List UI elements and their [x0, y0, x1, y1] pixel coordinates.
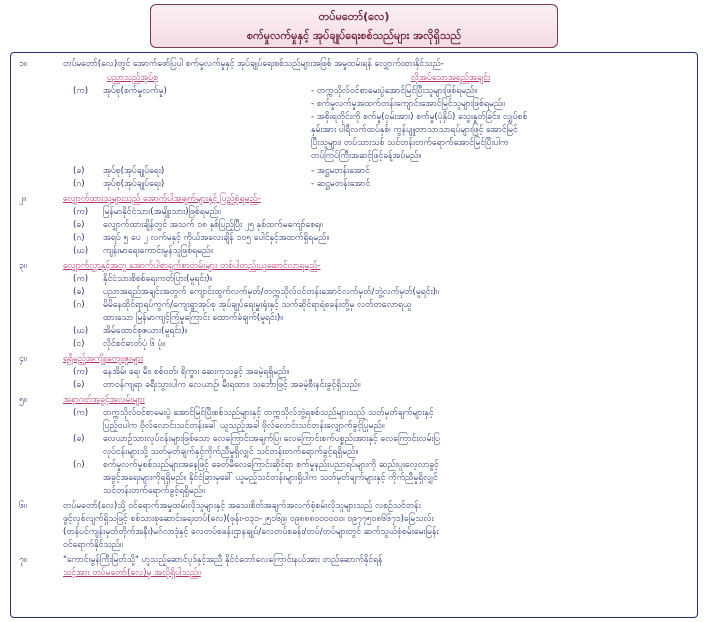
- sub-item-label: (ဂ): [73, 233, 85, 243]
- item-text: အိမ်ထောင်စုဇယား(မူရင်း)။: [103, 326, 188, 336]
- item-text: နိုင်ငံသားစိစစ်ရေးကတ်ပြား(မူရင်း)။: [103, 274, 213, 284]
- section-number: ၅။: [19, 395, 27, 405]
- header-subtitle: စက်မှုလက်မှုနှင့် အုပ်ချုပ်ရေးစစ်သည်များ အလိုရှိသည်: [246, 29, 462, 42]
- notice-line: [11, 447, 697, 459]
- column-header-requirement: လိုအပ်သောအရည်အချင်း: [411, 73, 491, 83]
- requirement-text: - အဋ္ဌမတန်းအောင်: [311, 166, 370, 176]
- item-text: လုပ်ငန်းများသို့ သတ်မှတ်ချက်နှင့်ကိုက်ညီမှုရှိလျှင် သင်တန်းတက်ရောက်ခွင့်ရရှိမည်။: [103, 447, 359, 457]
- sub-item-label: (က): [73, 408, 89, 418]
- paragraph-text: ဝင်ရောက်နိုင်သည်။: [63, 540, 123, 550]
- notice-line: [11, 395, 697, 407]
- requirement-text: - စက်မှုလက်မှုအထက်တန်းကျောင်းအောင်မြင်သူများဖြစ်ရမည်။: [311, 99, 505, 109]
- notice-line: [11, 354, 697, 366]
- section-number: ၆။: [19, 501, 27, 511]
- requirement-text: - တက္ကသိုလ်ဝင်စာမေးပွဲအောင်မြင်ပြီးသူများဖြစ်ရမည်။: [311, 86, 477, 96]
- requirement-text: - အစိုးရတိုင်းကို စက်မှု(ဝှမ်းအား) စက်မှု(ပုံနှိပ်) သွေးနှုတ်ခြင်း၊ လျှပ်စစ်: [311, 112, 528, 122]
- notice-line: [11, 568, 697, 580]
- sub-item-label: (ဂ): [73, 179, 85, 189]
- notice-line: [11, 233, 697, 245]
- item-text: တာဝန်ကျရာ ခရီးသွားပါက လေယာဉ်၊ မီးရထား၊ သင်္ဘောဖြင့် အခမဲ့စီးနင်းခွင့်ရှိသည်။: [103, 380, 361, 390]
- section-heading: လျှောက်လွှာနှင့်အတူ အောက်ပါစာရွက်စာတမ်းများ တစ်ပါတည်းယူဆောင်လာရမည်-: [63, 261, 321, 271]
- section-heading: လျှောက်ထားသူများသည် အောက်ပါအချက်များနှင့် ပြည့်စုံရမည်-: [63, 194, 261, 204]
- notice-line: [11, 287, 697, 299]
- notice-line: [11, 527, 697, 539]
- notice-line: [11, 555, 697, 567]
- item-text: နေအိမ်၊ ရေ၊ မီး၊ စစ်ဝတ်၊ ရိက္ခာ၊ ဆေးကုသခွင့် အခမဲ့ရရှိမည်။: [103, 367, 289, 377]
- notice-line: [11, 99, 697, 111]
- item-text: လေယာဉ်သားလုပ်ငန်းများဖြစ်သော လေကြောင်းအချက်ပြ၊ လေကြောင်းစက်ပစ္စည်းအားနှင့် လေကြောင်းလမ်းပြ: [103, 434, 440, 444]
- notice-line: [11, 220, 697, 232]
- item-text: မိမိနေထိုင်ရာရပ်ကွက်/ကျေးရွာအုပ်စု အုပ်ချုပ်ရေးမှူးရုံးနှင့် သက်ဆိုင်ရာရဲစခန်းတို့မှ လတ်တလောရယူ: [103, 300, 412, 310]
- item-text: အခွင့်အရေးများကိုရရှိမည်။ နိုင်ငံခြားမှခေါ် ယူမည့်သင်တန်းများရှိပါက သတ်မှတ်ချက်များနှင့် ကိုက်ညီမှုရှိလျှင်: [103, 473, 438, 483]
- item-text: တက္ကသိုလ်ဝင်စာမေးပွဲ အောင်မြင်ပြီးစစ်သည်များနှင့် တက္ကသိုလ်ဘွဲ့ရစစ်သည်များသည် သတ်မှတ်ချက်များနှင့်: [103, 408, 434, 418]
- item-text: အရပ် ၅ ပေ ၂ လက်မနှင့် ကိုယ်အလေးချိန် ၁၀၅ ပေါင်နှင့်အထက်ရှိရမည်။: [103, 233, 330, 243]
- item-text: ထားသော မြန်မာကျင့်ကြံမှုကြောင်း ထောက်ခံချက်(မူရင်း)။: [103, 313, 283, 323]
- item-text: ပြည့်ဝပါက ဗိုလ်လောင်းသင်တန်းခေါ် ယူသည့်အခါ ဗိုလ်လောင်းသင်တန်းလျှောက်ခွင့်ပြုမည်။: [103, 421, 385, 431]
- notice-line: [11, 460, 697, 472]
- sub-item-label: (ခ): [73, 287, 85, 297]
- sub-item-label: (င): [73, 339, 85, 349]
- sub-item-label: (က): [73, 274, 89, 284]
- section-number: ၃။: [19, 261, 27, 271]
- notice-line: [11, 501, 697, 513]
- notice-line: [11, 59, 697, 71]
- notice-line: [11, 473, 697, 485]
- notice-line: [11, 73, 697, 85]
- notice-line: [11, 151, 697, 163]
- section-heading: ရရှိမည့်အကျိုးကျေးဇူးများ: [63, 354, 144, 364]
- sub-item-label: (က): [73, 86, 89, 96]
- notice-line: [11, 514, 697, 526]
- notice-line: [11, 313, 697, 325]
- item-text: လျှောက်ထားချိန်တွင် အသက် ၁၈ နှစ်ပြည့်ပြီး ၂၅ နှစ်ထက်မကျော်စေရ။: [103, 220, 323, 230]
- notice-line: [11, 540, 697, 552]
- item-text: ကျန်းမာရေးကောင်းမွန်သူဖြစ်ရမည်။: [103, 246, 213, 256]
- item-text: မြန်မာနိုင်ငံသား(အမျိုးသား)ဖြစ်ရမည်။: [103, 207, 221, 217]
- item-text: စက်မှုလက်မှုစစ်သည်များအနေဖြင့် ခေတ်မီလေကြောင်းဆိုင်ရာ စက်မှုနည်းပညာရပ်များကို ဆည်းပူးလေ့လာခွင့်: [103, 460, 439, 470]
- notice-line: [11, 367, 697, 379]
- notice-line: [11, 274, 697, 286]
- item-text: အုပ်စု(အုပ်ချုပ်ရေး): [103, 166, 165, 176]
- item-text: ပညာအရည်အချင်းအတွက် ကျောင်းထွက်လက်မှတ်/တက္ကသိုလ်ဝင်တန်းအောင်လက်မှတ်/ဘွဲ့လက်မှတ်(မူရင်း)။: [103, 287, 439, 297]
- notice-line: [11, 166, 697, 178]
- sub-item-label: (ခ): [73, 434, 85, 444]
- section-heading: အနာဂတ်အခွင့်အလမ်းများ: [63, 395, 145, 405]
- notice-line: [11, 380, 697, 392]
- notice-line: [11, 261, 697, 273]
- sub-item-label: (က): [73, 367, 89, 377]
- requirement-text: တပ်ကြပ်ကြီးအဆင့်ဖြင့်ခန့်အပ်မည်။: [311, 151, 422, 161]
- notice-line: [11, 179, 697, 191]
- sub-item-label: (က): [73, 207, 89, 217]
- notice-line: [11, 246, 697, 258]
- sub-item-label: (ခ): [73, 380, 85, 390]
- section-number: ၄။: [19, 354, 27, 364]
- column-header-group: ပညာသည်အုပ်စု: [107, 73, 158, 83]
- notice-line: [11, 86, 697, 98]
- requirement-text: - ဆဋ္ဌမတန်းအောင်: [311, 179, 371, 189]
- sub-item-label: (ခ): [73, 166, 85, 176]
- notice-line: [11, 339, 697, 351]
- notice-line: [11, 486, 697, 498]
- notice-header: [150, 4, 558, 48]
- item-text: သင်တန်းတက်ရောက်ခွင့်ရရှိမည်။: [103, 486, 205, 496]
- item-text: အုပ်စု(အုပ်ချုပ်ရေး): [103, 179, 165, 189]
- item-text: အုပ်စု(စက်မှုလက်မှု): [103, 86, 167, 96]
- header-title: တပ်မတော်(လေ): [318, 10, 390, 23]
- section-number: ၂။: [19, 194, 26, 204]
- notice-line: [11, 300, 697, 312]
- notice-line: [11, 138, 697, 150]
- notice-line: [11, 194, 697, 206]
- sub-item-label: (ခ): [73, 220, 85, 230]
- paragraph-text: တပ်မတော်(လေ)တွင် အောက်ဖော်ပြပါ စက်မှုလက်မှုနှင့် အုပ်ချုပ်ရေးစစ်သည်များအဖြစ် အမှုထမ်းရန် လျှောက်ထားနိုင်သည်-: [63, 59, 444, 69]
- section-number: ၇။: [19, 555, 27, 565]
- paragraph-text: "ကောင်းမွန်ကြီးမြတ်သို့" ဟူသည့်ဆောင်ပုဒ်နှင့်အညီ နိုင်ငံတော်လေကြောင်းနယ်အား တည်ဆောက်နိုင်ရန်: [63, 555, 383, 565]
- requirement-text: နှမ်းအား ပါရီလက်ထပ်နှစ်၊ ကွန်ပျူတာသာသာရပ်များဖြင့် အောင်မြင်: [311, 125, 518, 135]
- notice-line: [11, 326, 697, 338]
- item-text: လိုင်စင်ဓာတ်ပုံ ၆ ပုံ။: [103, 339, 165, 349]
- paragraph-text: တပ်မတော်(လေ)သို့ ဝင်ရောက်အမှုထမ်းလိုသူများနှင့် အသေးစိတ်အချက်အလက်စုံစမ်းလိုသူများသည် လစဉ်သင်တန်း: [63, 501, 421, 511]
- notice-line: [11, 434, 697, 446]
- notice-line: [11, 112, 697, 124]
- sub-item-label: (ဂ): [73, 300, 85, 310]
- notice-line: [11, 421, 697, 433]
- paragraph-text: ဖွင့်လှစ်လျက်ရှိသဖြင့် စစ်သားစုဆောင်းရေးတပ်(လေ)(ဖုန်း-၀၃၁-၂၅၁၆၉၊ ၀၉၈၈၈၀၀၀၀၀၀၊ ၀၉၇၇၅၀၈၆၆၇၁)မြေသလ်း: [63, 514, 434, 524]
- paragraph-text: (တန်ပင်ကျန်းမှတ်တိုက်အနီး)မဂ်လာဒုံနှင့် လေတပ်စခန်းဌာနချုပ်/လေတပ်စခန်း/တပ်/တပ်များတွင် ဆက်သွယ်စုံစမ်းမေးမြန်း: [63, 527, 439, 537]
- sub-item-label: (ဃ): [73, 326, 89, 336]
- sub-item-label: (ဂ): [73, 460, 85, 470]
- notice-line: [11, 207, 697, 219]
- notice-body: [10, 52, 698, 618]
- section-number: ၁။: [19, 59, 27, 69]
- notice-line: [11, 125, 697, 137]
- section-heading: သင့်အား တပ်မတော်(လေ)မှ အလိုရှိပါသည်။: [63, 568, 201, 578]
- requirement-text: ပြီးသူများ၊ တပ်သားသစ် သင်တန်းတက်ရောက်အောင်မြင်ပြီးပါက: [311, 138, 509, 148]
- notice-line: [11, 408, 697, 420]
- sub-item-label: (ဃ): [73, 246, 89, 256]
